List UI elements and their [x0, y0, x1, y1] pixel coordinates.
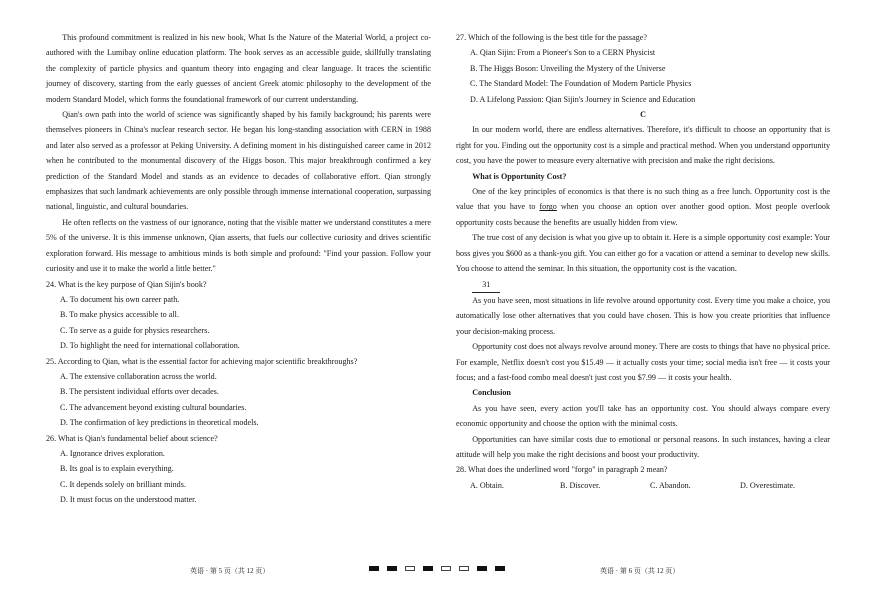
passage-paragraph: In our modern world, there are endless alternatives. Therefore, it's difficult to choose an opportunity that is right for you. Finding out the opportunity cost is a simple and practical method. When you understand opportunity cost, you have the power to measure every alternative with precision and make the right decisions.: [456, 125, 830, 166]
mark-filled: [369, 566, 379, 571]
section-heading: Conclusion: [472, 388, 511, 398]
option: D. A Lifelong Passion: Qian Sijin's Journey in Science and Education: [470, 94, 696, 104]
option: D. It must focus on the understood matter.: [60, 495, 197, 505]
option: B. The persistent individual efforts over decades.: [60, 387, 219, 397]
text-run: when you choose an option over another good option. Most people overlook opportunity costs because the benefits are usually hidden from view.: [456, 202, 830, 227]
section-letter: C: [640, 110, 646, 120]
mark-outline: [405, 566, 415, 571]
passage-paragraph: Opportunity cost does not always revolve around money. There are costs to things that have no physical price. For example, Netflix doesn't cost you $15.49 — it actually costs your time; social media isn't free — it costs your focus; and a fast-food combo meal doesn't just cost you $7.99 — it costs your health.: [456, 342, 830, 382]
option: B. To make physics accessible to all.: [60, 310, 179, 320]
option: C. Abandon.: [650, 480, 691, 490]
page-footer-right: 英语 · 第 6 页（共 12 页）: [600, 567, 680, 575]
blank-number: 31: [472, 277, 500, 293]
passage-paragraph: This profound commitment is realized in his new book, What Is the Nature of the Material World, a project co-authored with the Lumibay online education platform. The book serves as an accessible guide, skillfully translating the complexity of particle physics and quantum theory into engaging and clear language. It traces the scientific journey of discovery, starting from the early guesses of ancient Greek atomic philosophy to the development of the modern Standard Model, which forms the foundational framework of our current understanding.: [46, 33, 431, 104]
mark-filled: [387, 566, 397, 571]
option: A. Obtain.: [470, 480, 504, 490]
question-24: 24. What is the key purpose of Qian Sijin's book?: [46, 279, 207, 289]
page-footer-left: 英语 · 第 5 页（共 12 页）: [190, 567, 270, 575]
option: C. The Standard Model: The Foundation of Modern Particle Physics: [470, 79, 692, 89]
option: A. The extensive collaboration across the world.: [60, 371, 217, 381]
option: C. To serve as a guide for physics researchers.: [60, 325, 210, 335]
passage-paragraph: Qian's own path into the world of science was significantly shaped by his family background; his parents were themselves pioneers in China's nuclear research sector. He began his long-standing association with CERN in 1988 and later also served as a professor at Peking University. A defining moment in his distinguished career came in 2012 when he contributed to the monumental discovery of the Higgs boson. This major breakthrough confirmed a key prediction of the Standard Model and stands as an evidence to decades of collaborative effort. Qian strongly emphasizes that such landmark achievements are only possible through immense international cooperation, surpassing national, linguistic, and cultural boundaries.: [46, 110, 431, 212]
passage-paragraph: Opportunities can have similar costs due to emotional or personal reasons. In such instances, having a clear attitude will help you make the right decisions and boost your productivity.: [456, 434, 830, 459]
text-run: One of the key principles of economics is that there is no such thing as a free lunch. Opportunity cost is the value that you have to: [456, 187, 830, 212]
question-26: 26. What is Qian's fundamental belief about science?: [46, 433, 218, 443]
question-28: 28. What does the underlined word "forgo" in paragraph 2 mean?: [456, 465, 668, 475]
registration-marks: [369, 566, 505, 571]
question-27: 27. Which of the following is the best title for the passage?: [456, 33, 647, 42]
right-column: [456, 30, 830, 493]
section-heading: What is Opportunity Cost?: [472, 171, 567, 181]
option: C. It depends solely on brilliant minds.: [60, 479, 186, 489]
option: B. Its goal is to explain everything.: [60, 464, 174, 474]
mark-outline: [441, 566, 451, 571]
option: B. The Higgs Boson: Unveiling the Mystery of the Universe: [470, 63, 666, 73]
passage-paragraph: He often reflects on the vastness of our ignorance, noting that the visible matter we understand constitutes a mere 5% of the universe. It is this immense unknown, Qian asserts, that fuels our collective curiosity and drives scientific exploration forward. His message to ambitious minds is both simple and profound: "Find your passion. Follow your curiosity and use it to make the world a little better.": [46, 217, 431, 274]
option-row: [456, 478, 830, 493]
option: A. Qian Sijin: From a Pioneer's Son to a CERN Physicist: [470, 48, 656, 58]
mark-outline: [459, 566, 469, 571]
mark-filled: [495, 566, 505, 571]
option: D. The confirmation of key predictions in theoretical models.: [60, 418, 259, 428]
mark-filled: [477, 566, 487, 571]
option: D. Overestimate.: [740, 480, 796, 490]
option: A. Ignorance drives exploration.: [60, 448, 165, 458]
passage-paragraph: As you have seen, most situations in life revolve around opportunity cost. Every time you make a choice, you automatically lose other alternatives that you could have chosen. This is how you create priorities that influence your decision-making process.: [456, 295, 830, 336]
underlined-word: forgo: [539, 202, 557, 212]
left-column: [46, 30, 431, 508]
blank-31: [456, 277, 830, 293]
passage-paragraph: The true cost of any decision is what you give up to obtain it. Here is a simple opportunity cost example: Your boss gives you $600 as a thank-you gift. You can either go for a vacation or attend a seminar to develop new skills. You choose to attend the seminar. In this situation, the opportunity cost is the vacation.: [456, 233, 830, 274]
option: A. To document his own career path.: [60, 294, 180, 304]
passage-paragraph: As you have seen, every action you'll take has an opportunity cost. You should always compare every economic opportunity and choose the option with the minimal costs.: [456, 403, 830, 429]
question-25: 25. According to Qian, what is the essential factor for achieving major scientific breakthroughs?: [46, 356, 358, 366]
passage-paragraph: [456, 184, 830, 230]
option: D. To highlight the need for international collaboration.: [60, 341, 240, 351]
option: B. Discover.: [560, 480, 601, 490]
option: C. The advancement beyond existing cultural boundaries.: [60, 402, 247, 412]
mark-filled: [423, 566, 433, 571]
